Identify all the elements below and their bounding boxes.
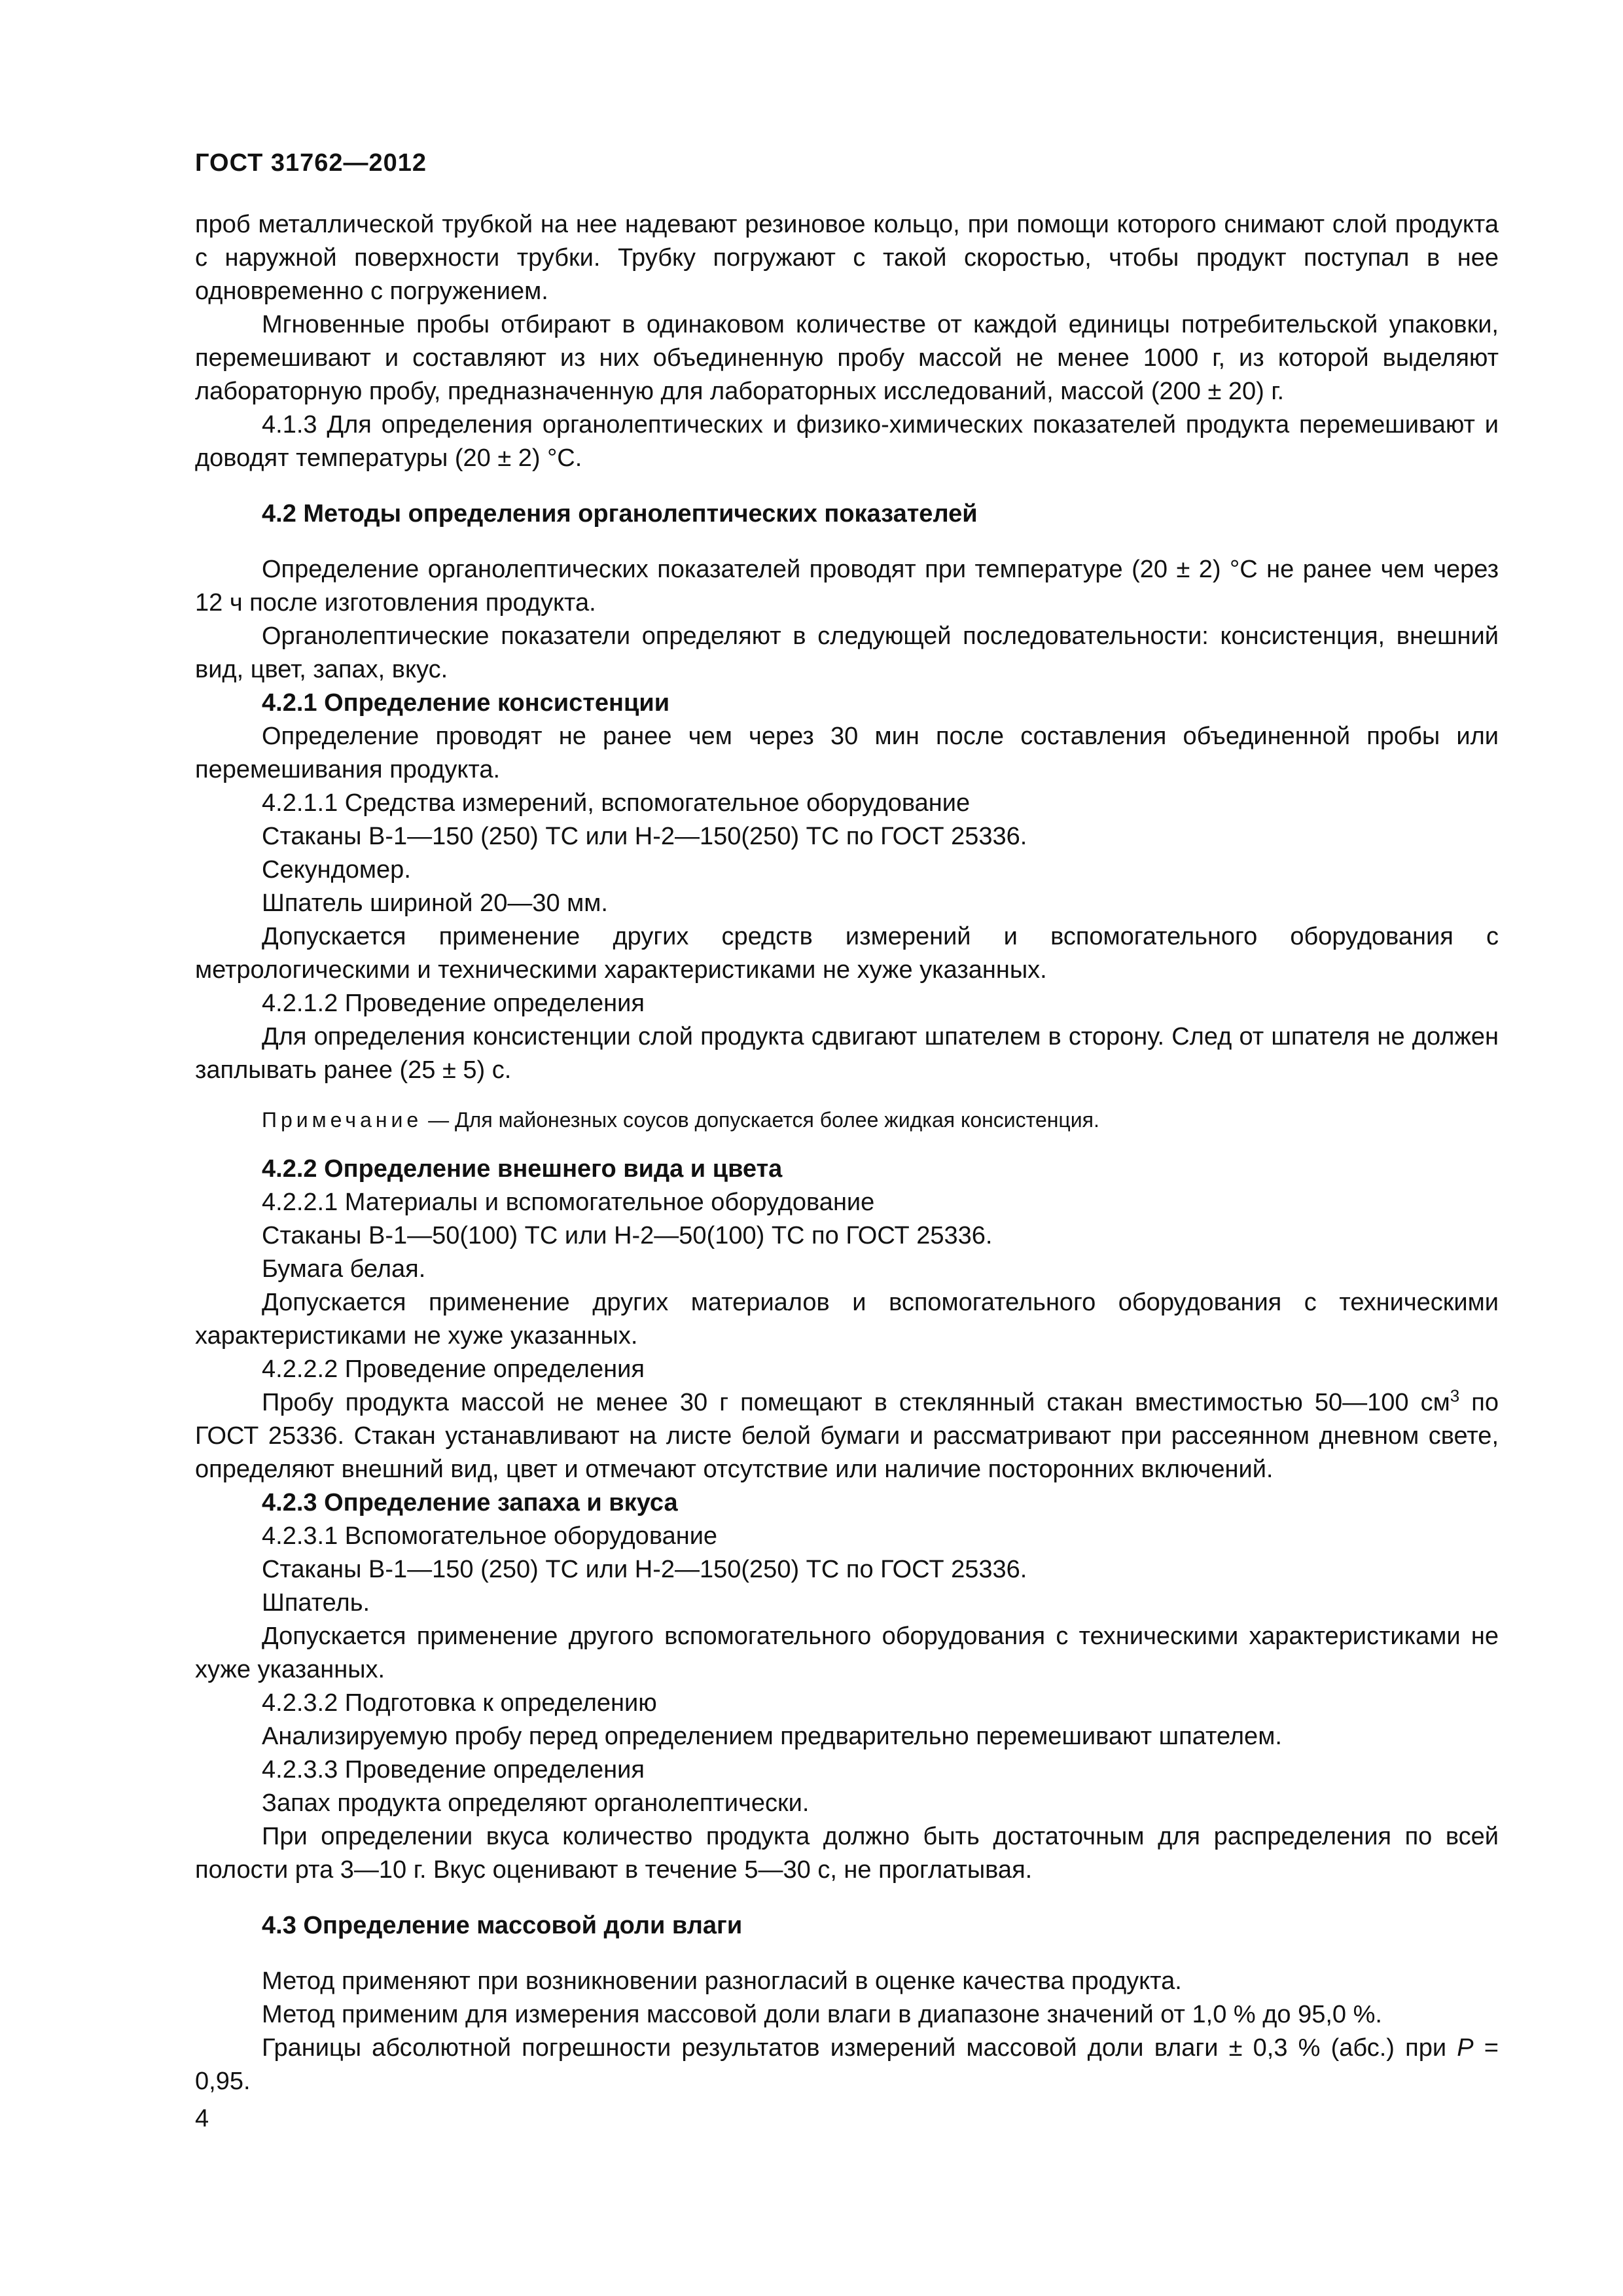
- paragraph: Секундомер.: [262, 856, 411, 884]
- section-heading: 4.3 Определение массовой доли влаги: [262, 1912, 743, 1939]
- paragraph: Шпатель шириной 20—30 мм.: [262, 889, 608, 917]
- paragraph: Допускается применение другого вспомогательного оборудования с техническими характеристиками не хуже указанных.: [195, 1623, 1499, 1683]
- paragraph: Шпатель.: [262, 1589, 370, 1617]
- subsection-heading: 4.2.3 Определение запаха и вкуса: [262, 1489, 678, 1516]
- paragraph: Определение органолептических показателей проводят при температуре (20 ± 2) °С не ранее чем через 12 ч после изготовления продукта.: [195, 556, 1499, 617]
- paragraph: 4.1.3 Для определения органолептических и физико-химических показателей продукта перемешивают и доводят температуры (20 ± 2) °С.: [195, 411, 1499, 472]
- italic-symbol: P: [1457, 2034, 1474, 2062]
- paragraph: Метод применим для измерения массовой доли влаги в диапазоне значений от 1,0 % до 95,0 %.: [262, 2001, 1382, 2028]
- paragraph: Анализируемую пробу перед определением предварительно перемешивают шпателем.: [262, 1723, 1282, 1750]
- clause-title: 4.2.2.1 Материалы и вспомогательное оборудование: [262, 1189, 875, 1216]
- paragraph: Определение проводят не ранее чем через 30 мин после составления объединенной пробы или перемешивания продукта.: [195, 723, 1499, 783]
- paragraph: [195, 2032, 1499, 2098]
- paragraph: Стаканы В-1—150 (250) ТС или Н-2—150(250) ТС по ГОСТ 25336.: [262, 823, 1027, 850]
- document-body: [195, 208, 1499, 2098]
- paragraph: Для определения консистенции слой продукта сдвигают шпателем в сторону. След от шпателя не должен заплывать ранее (25 ± 5) с.: [195, 1023, 1499, 1084]
- paragraph: Стаканы В-1—150 (250) ТС или Н-2—150(250) ТС по ГОСТ 25336.: [262, 1556, 1027, 1583]
- clause-title: 4.2.1.1 Средства измерений, вспомогательное оборудование: [262, 789, 971, 817]
- paragraph-text: Пробу продукта массой не менее 30 г помещают в стеклянный стакан вместимостью 50—100 см: [262, 1389, 1450, 1416]
- clause-title: 4.2.3.2 Подготовка к определению: [262, 1689, 657, 1717]
- section-heading: 4.2 Методы определения органолептических показателей: [262, 500, 978, 528]
- paragraph-text: по ГОСТ 25336. Стакан устанавливают на листе белой бумаги и рассматривают при рассеянном дневном свете, определяют внешний вид, цвет и отмечают отсутствие или наличие посторонних включений.: [195, 1389, 1499, 1483]
- note-text: — Для майонезных соусов допускается более жидкая консистенция.: [422, 1108, 1099, 1132]
- paragraph-text: Границы абсолютной погрешности результатов измерений массовой доли влаги ± 0,3 % (абс.) при: [262, 2034, 1457, 2062]
- paragraph: [195, 1386, 1499, 1486]
- clause-title: 4.2.2.2 Проведение определения: [262, 1355, 645, 1383]
- paragraph: Мгновенные пробы отбирают в одинаковом количестве от каждой единицы потребительской упаковки, перемешивают и составляют из них объединенную пробу массой не менее 1000 г, из которой выделяют лабораторную пробу, предназначенную для лабораторных исследований, массой (200 ± 20) г.: [195, 311, 1499, 405]
- paragraph: При определении вкуса количество продукта должно быть достаточным для распределения по всей полости рта 3—10 г. Вкус оценивают в течение 5—30 с, не проглатывая.: [195, 1823, 1499, 1884]
- paragraph: Допускается применение других материалов и вспомогательного оборудования с техническими характеристиками не хуже указанных.: [195, 1289, 1499, 1350]
- paragraph: Запах продукта определяют органолептически.: [262, 1789, 810, 1817]
- paragraph: Органолептические показатели определяют в следующей последовательности: консистенция, внешний вид, цвет, запах, вкус.: [195, 622, 1499, 683]
- document-header: ГОСТ 31762—2012: [195, 149, 427, 177]
- paragraph: Допускается применение других средств измерений и вспомогательного оборудования с метрологическими и техническими характеристиками не хуже указанных.: [195, 923, 1499, 984]
- paragraph: Бумага белая.: [262, 1255, 426, 1283]
- clause-title: 4.2.3.1 Вспомогательное оборудование: [262, 1522, 718, 1550]
- document-page: [195, 0, 1499, 2296]
- subsection-heading: 4.2.1 Определение консистенции: [262, 689, 670, 717]
- note-label: Примечание: [262, 1108, 423, 1132]
- note: [262, 1105, 1499, 1134]
- paragraph: Стаканы В-1—50(100) ТС или Н-2—50(100) ТС по ГОСТ 25336.: [262, 1222, 993, 1249]
- subsection-heading: 4.2.2 Определение внешнего вида и цвета: [262, 1155, 783, 1183]
- page-number: 4: [195, 2105, 209, 2132]
- clause-title: 4.2.3.3 Проведение определения: [262, 1756, 645, 1784]
- paragraph: Метод применяют при возникновении разногласий в оценке качества продукта.: [262, 1967, 1182, 1995]
- paragraph: проб металлической трубкой на нее надевают резиновое кольцо, при помощи которого снимают слой продукта с наружной поверхности трубки. Трубку погружают с такой скоростью, чтобы продукт поступал в нее одновременно с погружением.: [195, 211, 1499, 305]
- clause-title: 4.2.1.2 Проведение определения: [262, 990, 645, 1017]
- superscript: 3: [1450, 1386, 1460, 1406]
- paragraph-text: = 0,95.: [195, 2034, 1499, 2095]
